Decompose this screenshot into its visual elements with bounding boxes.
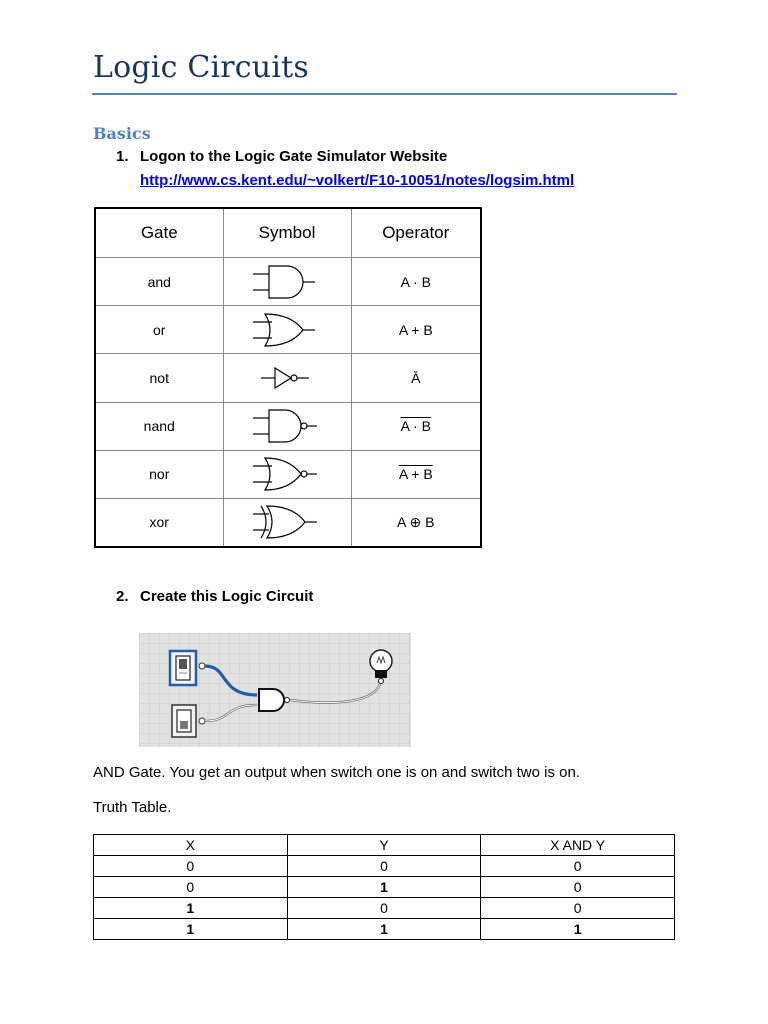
gate-operator: A ⊕ B bbox=[351, 498, 481, 547]
header-y: Y bbox=[287, 835, 481, 856]
cell-x: 1 bbox=[94, 919, 288, 940]
or-gate-icon bbox=[247, 310, 327, 350]
or-gate-symbol-cell bbox=[223, 306, 351, 354]
step-2 bbox=[116, 588, 313, 605]
header-x: X bbox=[94, 835, 288, 856]
gate-row-xor bbox=[95, 498, 481, 547]
nor-operator-overlined: A + B bbox=[398, 466, 433, 483]
section-heading-basics: Basics bbox=[93, 124, 151, 143]
header-operator: Operator bbox=[351, 208, 481, 258]
gate-operator: A + B bbox=[351, 306, 481, 354]
gate-name: and bbox=[95, 258, 223, 306]
header-x-and-y: X AND Y bbox=[481, 835, 675, 856]
cell-output: 0 bbox=[481, 877, 675, 898]
table-row bbox=[94, 877, 675, 898]
cell-output: 0 bbox=[481, 856, 675, 877]
gate-row-nor bbox=[95, 450, 481, 498]
gate-name: nor bbox=[95, 450, 223, 498]
gate-operator bbox=[351, 450, 481, 498]
page-title: Logic Circuits bbox=[93, 50, 309, 85]
step-2-number: 2. bbox=[116, 588, 129, 605]
and-gate-icon bbox=[247, 262, 327, 302]
simulator-link[interactable]: http://www.cs.kent.edu/~volkert/F10-10051/notes/logsim.html bbox=[140, 172, 575, 189]
xor-gate-symbol-cell bbox=[223, 498, 351, 547]
cell-x: 0 bbox=[94, 856, 288, 877]
and-circuit-diagram bbox=[139, 633, 411, 747]
cell-output: 0 bbox=[481, 898, 675, 919]
nor-gate-symbol-cell bbox=[223, 450, 351, 498]
gate-name: or bbox=[95, 306, 223, 354]
truth-table-header bbox=[94, 835, 675, 856]
nand-operator-overlined: A · B bbox=[400, 418, 431, 435]
cell-y: 0 bbox=[287, 856, 481, 877]
gate-table bbox=[94, 207, 482, 548]
gate-name: not bbox=[95, 354, 223, 402]
step-1-number: 1. bbox=[116, 148, 129, 165]
gate-operator: A · B bbox=[351, 258, 481, 306]
gate-table-header bbox=[95, 208, 481, 258]
header-symbol: Symbol bbox=[223, 208, 351, 258]
title-divider bbox=[92, 93, 677, 95]
gate-row-not bbox=[95, 354, 481, 402]
gate-row-nand bbox=[95, 402, 481, 450]
truth-table bbox=[93, 834, 675, 940]
cell-y: 0 bbox=[287, 898, 481, 919]
table-row bbox=[94, 898, 675, 919]
and-gate-description: AND Gate. You get an output when switch one is on and switch two is on. bbox=[93, 764, 580, 781]
xor-gate-icon bbox=[247, 502, 327, 542]
header-gate: Gate bbox=[95, 208, 223, 258]
gate-row-or bbox=[95, 306, 481, 354]
step-2-text: Create this Logic Circuit bbox=[140, 588, 314, 605]
cell-output: 1 bbox=[481, 919, 675, 940]
cell-y: 1 bbox=[287, 877, 481, 898]
gate-name: nand bbox=[95, 402, 223, 450]
gate-name: xor bbox=[95, 498, 223, 547]
cell-y: 1 bbox=[287, 919, 481, 940]
gate-operator bbox=[351, 402, 481, 450]
cell-x: 0 bbox=[94, 877, 288, 898]
nor-gate-icon bbox=[247, 454, 327, 494]
step-1-text: Logon to the Logic Gate Simulator Website bbox=[140, 148, 448, 165]
table-row bbox=[94, 856, 675, 877]
truth-table-label: Truth Table. bbox=[93, 799, 172, 816]
cell-x: 1 bbox=[94, 898, 288, 919]
table-row bbox=[94, 919, 675, 940]
not-gate-icon bbox=[247, 358, 327, 398]
gate-row-and bbox=[95, 258, 481, 306]
and-gate-symbol-cell bbox=[223, 258, 351, 306]
gate-operator: Ā bbox=[351, 354, 481, 402]
step-1 bbox=[116, 148, 447, 165]
nand-gate-icon bbox=[247, 406, 327, 446]
not-gate-symbol-cell bbox=[223, 354, 351, 402]
nand-gate-symbol-cell bbox=[223, 402, 351, 450]
